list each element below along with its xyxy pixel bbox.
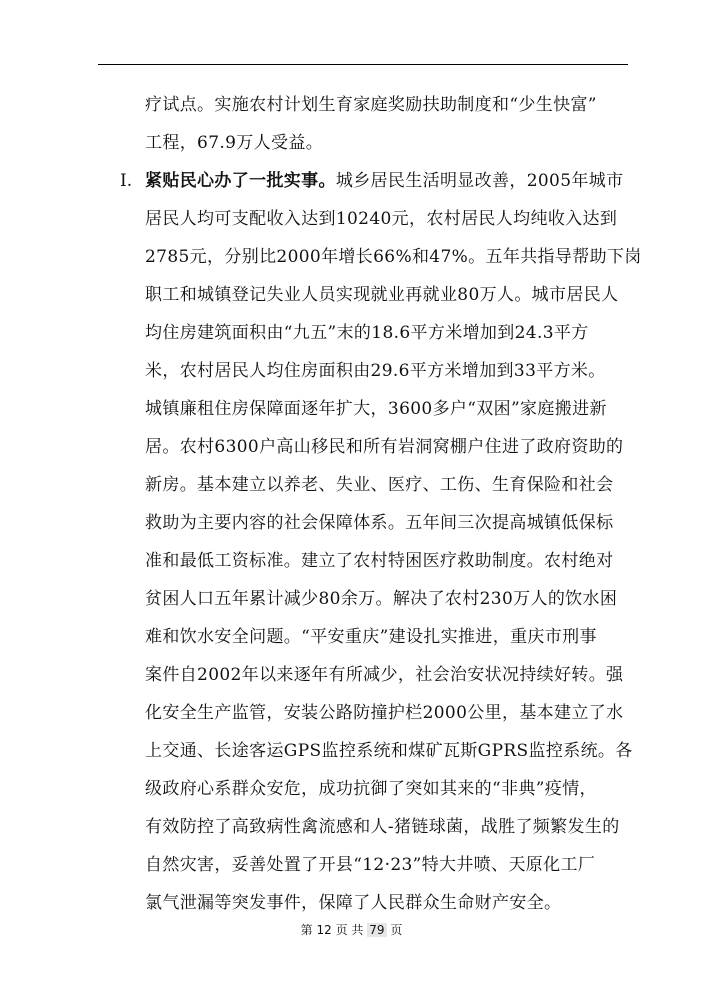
body-line: 救助为主要内容的社会保障体系。五年间三次提高城镇低保标: [145, 513, 614, 533]
header-rule: [98, 64, 628, 65]
list-marker: I.: [120, 171, 133, 191]
body-line: 均住房建筑面积由“九五”末的18.6平方米增加到24.3平方: [145, 323, 589, 343]
footer-suffix: 页: [390, 923, 403, 937]
item-first-line-rest: 城乡居民生活明显改善，2005年城市: [335, 171, 624, 191]
continuation-line-2: 工程，67.9万人受益。: [145, 133, 324, 153]
page-footer: [0, 921, 703, 938]
body-line: 2785元，分别比2000年增长66%和47%。五年共指导帮助下岗: [145, 247, 642, 267]
body-line: 上交通、长途客运GPS监控系统和煤矿瓦斯GPRS监控系统。各: [145, 741, 633, 761]
body-line: 城镇廉租住房保障面逐年扩大，3600多户“双困”家庭搬进新: [145, 399, 607, 419]
body-line: 居。农村6300户高山移民和所有岩洞窝棚户住进了政府资助的: [145, 437, 624, 457]
body-line: 居民人均可支配收入达到10240元，农村居民人均纯收入达到: [145, 209, 618, 229]
body-line: 化安全生产监管，安装公路防撞护栏2000公里，基本建立了水: [145, 703, 624, 723]
body-line: 米，农村居民人均住房面积由29.6平方米增加到33平方米。: [145, 361, 606, 381]
item-heading: 紧贴民心办了一批实事。: [145, 171, 336, 191]
body-line: 职工和城镇登记失业人员实现就业再就业80万人。城市居民人: [145, 285, 619, 305]
footer-middle: 页 共: [335, 923, 364, 937]
body-line: 难和饮水安全问题。“平安重庆”建设扎实推进，重庆市刑事: [145, 627, 597, 647]
body-line: 有效防控了高致病性禽流感和人-猪链球菌，战胜了频繁发生的: [145, 817, 620, 837]
body-line: 案件自2002年以来逐年有所减少，社会治安状况持续好转。强: [145, 665, 624, 685]
body-line: 自然灾害，妥善处置了开县“12·23”特大井喷、天原化工厂: [145, 855, 596, 875]
body-line: 级政府心系群众安危，成功抗御了突如其来的“非典”疫情，: [145, 779, 597, 799]
body-line: 贫困人口五年累计减少80余万。解决了农村230万人的饮水困: [145, 589, 618, 609]
body-line: 氯气泄漏等突发事件，保障了人民群众生命财产安全。: [145, 893, 562, 913]
footer-prefix: 第: [300, 923, 313, 937]
item-first-line: [145, 171, 623, 191]
body-line: 新房。基本建立以养老、失业、医疗、工伤、生育保险和社会: [145, 475, 614, 495]
current-page-number: 12: [316, 923, 332, 937]
continuation-line-1: 疗试点。实施农村计划生育家庭奖励扶助制度和“少生快富”: [145, 95, 597, 115]
total-pages-number: 79: [369, 923, 385, 937]
body-line: 准和最低工资标准。建立了农村特困医疗救助制度。农村绝对: [145, 551, 614, 571]
